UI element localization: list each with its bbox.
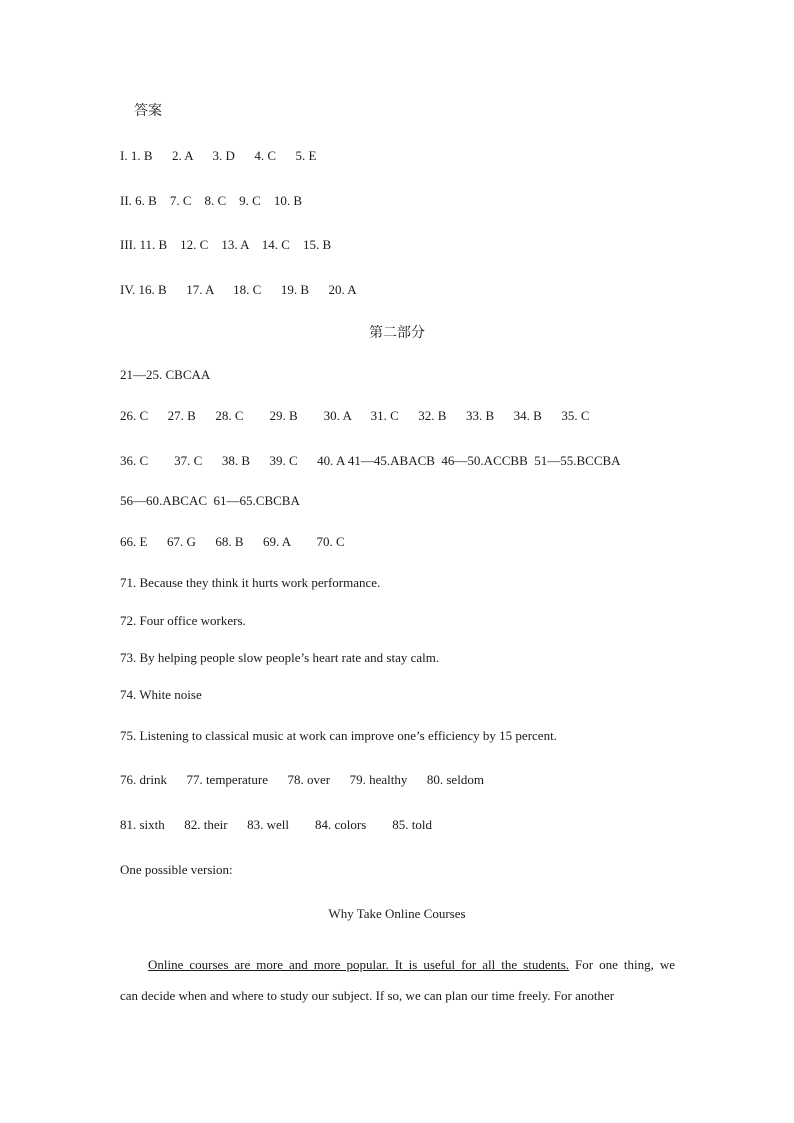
section-title-part-two: 第二部分: [369, 326, 425, 341]
short-answer-75: 75. Listening to classical music at work can improve one’s efficiency by 15 percent.: [120, 728, 557, 743]
answer-row-part-3: III. 11. B 12. C 13. A 14. C 15. B: [120, 237, 332, 252]
short-answer-72: 72. Four office workers.: [120, 613, 246, 628]
essay-topic-sentence: Online courses are more and more popular. It is useful for all the students.: [148, 957, 570, 972]
answer-row-66-70: 66. E 67. G 68. B 69. A 70. C: [120, 534, 345, 549]
essay-title: Why Take Online Courses: [328, 906, 466, 921]
essay-intro: One possible version:: [120, 862, 233, 877]
answer-row-part-2: II. 6. B 7. C 8. C 9. C 10. B: [120, 193, 303, 208]
answer-row-36-55: 36. C 37. C 38. B 39. C 40. A 41—45.ABACB 46—50.ACCBB 51—55.BCCBA: [120, 453, 621, 468]
fill-blank-row-76-80: 76. drink 77. temperature 78. over 79. healthy 80. seldom: [120, 772, 484, 787]
essay-line-1-rest: For one thing, we: [569, 957, 675, 972]
short-answer-73: 73. By helping people slow people’s heart rate and stay calm.: [120, 650, 440, 665]
essay-body: [120, 949, 675, 1011]
answer-heading: 答案: [134, 104, 162, 119]
short-answer-74: 74. White noise: [120, 687, 202, 702]
essay-line-2: can decide when and where to study our subject. If so, we can plan our time freely. For another: [120, 988, 615, 1003]
answer-row-21-25: 21—25. CBCAA: [120, 367, 211, 382]
answer-row-56-65: 56—60.ABCAC 61—65.CBCBA: [120, 493, 300, 508]
answer-row-part-4: IV. 16. B 17. A 18. C 19. B 20. A: [120, 282, 357, 297]
answer-row-26-35: 26. C 27. B 28. C 29. B 30. A 31. C 32. B 33. B 34. B 35. C: [120, 408, 590, 423]
fill-blank-row-81-85: 81. sixth 82. their 83. well 84. colors 85. told: [120, 817, 432, 832]
short-answer-71: 71. Because they think it hurts work performance.: [120, 575, 381, 590]
answer-row-part-1: I. 1. B 2. A 3. D 4. C 5. E: [120, 148, 317, 163]
